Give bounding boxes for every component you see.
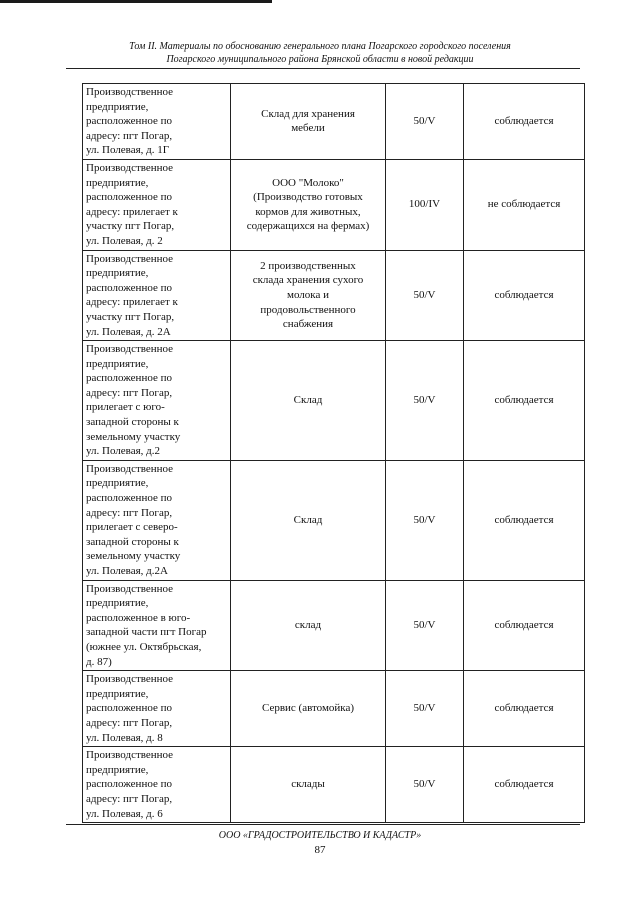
top-edge-rule [0,0,272,3]
object-cell-line: земельному участку [86,430,181,443]
header-line-1: Том II. Материалы по обоснованию генерального плана Погарского городского поселения [129,41,511,52]
object-cell-line: предприятие, [86,597,149,610]
page-number: 87 [314,844,326,856]
zone-cell: 50/V [386,341,464,461]
object-cell-line: Производственное [86,582,174,595]
object-cell-line: расположенное по [86,281,172,294]
object-cell-line: адресу: прилегает к [86,205,178,218]
header-line-2: Погарского муниципального района Брянской области в новой редакции [166,54,474,65]
object-cell-line: адресу: пгт Погар, [86,129,173,142]
status-cell: соблюдается [464,747,585,823]
purpose-cell-line: снабжения [282,318,334,331]
purpose-cell [231,580,386,671]
object-cell-line: адресу: пгт Погар, [86,716,173,729]
purpose-cell [231,159,386,250]
zone-cell: 100/IV [386,159,464,250]
table-row [83,747,585,823]
purpose-cell-line: склады [291,778,325,791]
zone-cell: 50/V [386,250,464,341]
object-cell-line: адресу: пгт Погар, [86,792,173,805]
footer-rule [66,824,580,825]
zone-cell: 50/V [386,580,464,671]
object-cell-line: ул. Полевая, д. 2 [86,234,163,247]
object-cell-line: Производственное [86,252,174,265]
footer-company: ООО «ГРАДОСТРОИТЕЛЬСТВО И КАДАСТР» [218,830,422,841]
status-cell: соблюдается [464,671,585,747]
object-cell-line: ул. Полевая, д.2А [86,565,168,577]
object-cell-line: д. 87) [86,655,112,668]
purpose-cell [231,747,386,823]
status-cell: соблюдается [464,580,585,671]
table-row [83,159,585,250]
object-cell [83,159,231,250]
object-cell-line: расположенное по [86,115,172,128]
purpose-cell-line: содержащихся на фермах) [246,220,370,233]
zone-cell: 50/V [386,460,464,580]
object-cell-line: участку пгт Погар, [86,220,175,233]
object-cell-line: Производственное [86,749,174,762]
status-cell: соблюдается [464,460,585,580]
object-cell-line: прилегает с юго- [86,401,165,414]
page-header [60,40,580,66]
zone-cell: 50/V [386,84,464,160]
object-cell-line: предприятие, [86,357,149,370]
table-row [83,580,585,671]
object-cell [83,341,231,461]
object-cell [83,84,231,160]
purpose-cell [231,84,386,160]
zone-cell: 50/V [386,671,464,747]
zone-cell: 50/V [386,747,464,823]
object-cell-line: земельному участку [86,550,181,563]
object-cell-line: Производственное [86,462,174,475]
object-cell-line: западной стороны к [86,416,179,429]
object-cell [83,671,231,747]
purpose-cell-line: молока и [286,289,329,302]
object-cell-line: предприятие, [86,687,149,700]
object-cell-line: адресу: пгт Погар, [86,506,173,519]
object-cell-line: предприятие, [86,176,149,189]
purpose-cell-line: (Производство готовых [253,191,363,204]
object-cell-line: расположенное по [86,372,172,385]
object-cell [83,747,231,823]
purpose-cell-line: ООО "Молоко" [272,176,344,189]
status-cell: соблюдается [464,250,585,341]
purpose-cell [231,671,386,747]
header-rule [66,68,580,69]
object-cell-line: расположенное по [86,702,172,715]
table-row [83,84,585,160]
object-cell-line: ул. Полевая, д. 2А [86,325,171,338]
object-cell-line: адресу: пгт Погар, [86,386,173,399]
object-cell-line: расположенное по [86,778,172,791]
object-cell-line: западной стороны к [86,535,179,548]
object-cell-line: Производственное [86,343,174,356]
purpose-cell-line: Склад [293,394,323,407]
purpose-cell-line: Склад [293,513,323,526]
status-cell: соблюдается [464,84,585,160]
object-cell-line: ул. Полевая, д. 1Г [86,144,170,157]
object-cell-line: предприятие, [86,763,149,776]
purpose-cell-line: Сервис (автомойка) [261,702,355,715]
object-cell-line: адресу: прилегает к [86,296,178,309]
object-cell-line: прилегает с северо- [86,521,178,534]
object-cell-line: ул. Полевая, д.2 [86,445,161,458]
object-cell-line: предприятие, [86,100,149,113]
object-cell-line: Производственное [86,673,174,686]
purpose-cell-line: кормов для животных, [255,205,361,218]
sanitary-zones-table [82,83,585,823]
purpose-cell-line: продовольственного [260,303,356,316]
purpose-cell [231,460,386,580]
purpose-cell-line: 2 производственных [260,259,356,272]
purpose-cell-line: склада хранения сухого [252,274,364,287]
object-cell [83,580,231,671]
object-cell-line: участку пгт Погар, [86,310,175,323]
object-cell-line: западной части пгт Погар [86,626,207,639]
object-cell-line: расположенное по [86,492,172,505]
object-cell-line: Производственное [86,161,174,174]
object-cell-line: ул. Полевая, д. 6 [86,807,163,820]
status-cell: соблюдается [464,341,585,461]
object-cell [83,460,231,580]
object-cell-line: ул. Полевая, д. 8 [86,731,163,744]
purpose-cell-line: Склад для хранения [261,107,355,120]
object-cell-line: предприятие, [86,267,149,280]
purpose-cell-line: склад [294,619,322,632]
table-body [83,84,585,823]
table-row [83,341,585,461]
object-cell-line: Производственное [86,86,174,98]
table-row [83,250,585,341]
object-cell-line: расположенное в юго- [86,611,191,624]
table-row [83,671,585,747]
purpose-cell [231,250,386,341]
table-row [83,460,585,580]
object-cell [83,250,231,341]
status-cell: не соблюдается [464,159,585,250]
object-cell-line: предприятие, [86,477,149,490]
object-cell-line: расположенное по [86,191,172,204]
object-cell-line: (южнее ул. Октябрьская, [86,640,202,653]
purpose-cell [231,341,386,461]
purpose-cell-line: мебели [291,122,325,135]
